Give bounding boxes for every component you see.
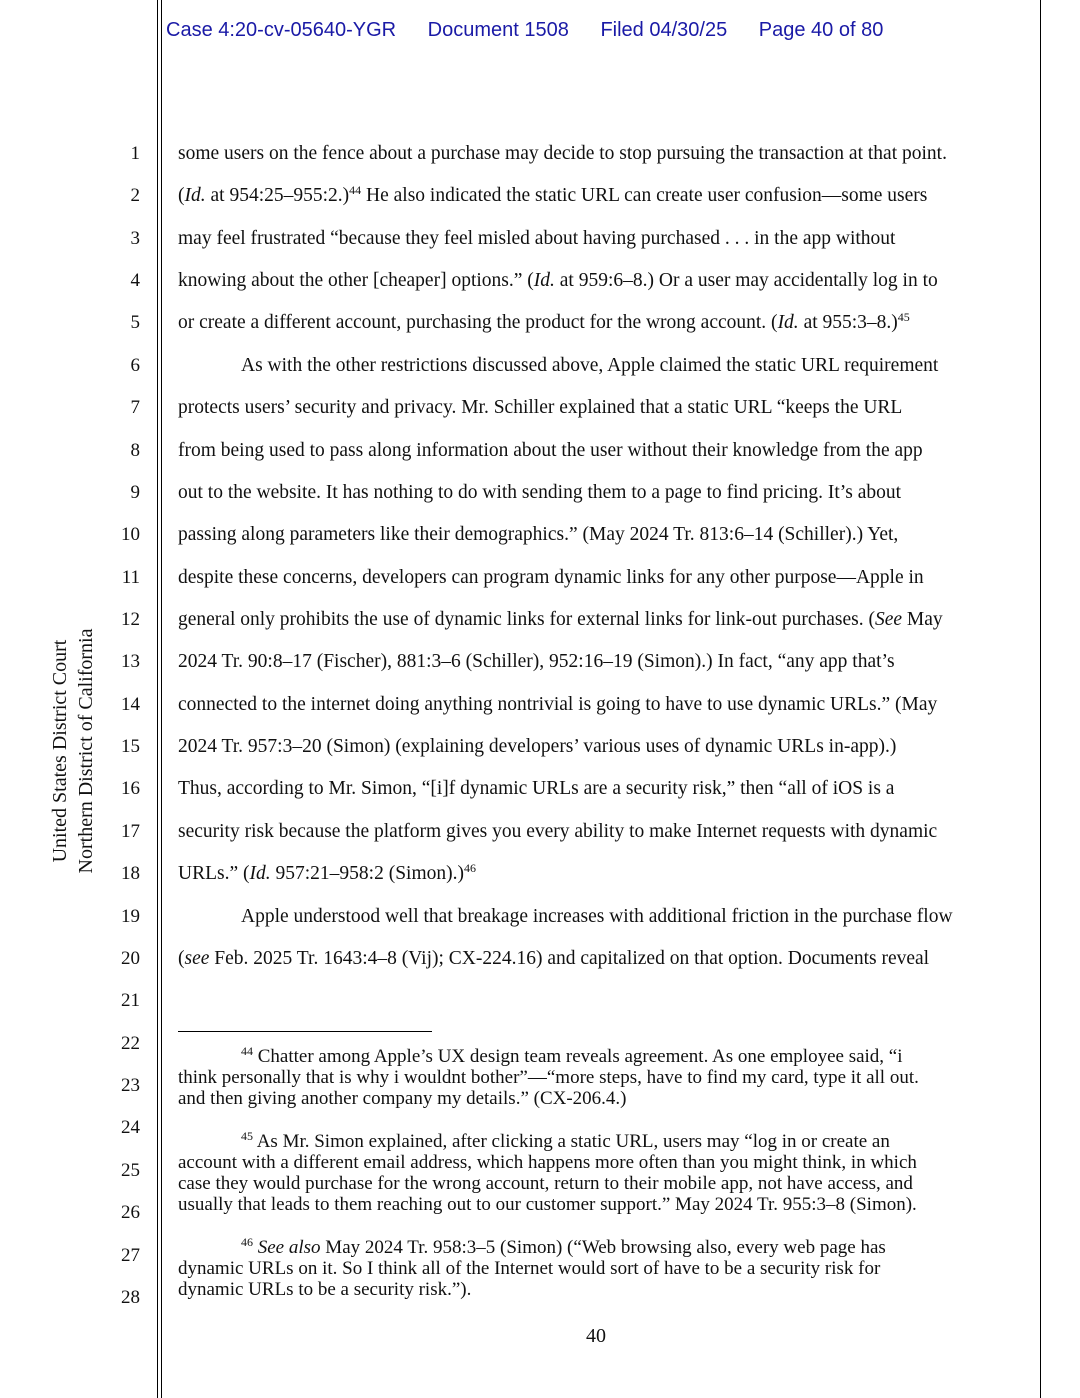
body-line-3: may feel frustrated “because they feel misled about having purchased . . . in the app without bbox=[178, 228, 896, 249]
line-number: 19 bbox=[121, 906, 140, 927]
footnote-44: $^{44}$ Chatter among Apple’s UX design team reveals agreement. As one employee said, “i think personally that is why i wouldnt bother”—“more steps, have to find my card, type it all out. and then giving another company my details.” (CX-206.4.) bbox=[178, 1044, 919, 1109]
line-number: 2 bbox=[130, 185, 140, 206]
line-number: 9 bbox=[130, 482, 140, 503]
left-margin-rule-1 bbox=[157, 0, 158, 1398]
body-line-17: security risk because the platform gives you every ability to make Internet requests with dynamic bbox=[178, 821, 938, 842]
footnote-ref-45[interactable]: 45 bbox=[897, 310, 910, 324]
footnote-ref-46[interactable]: 46 bbox=[464, 861, 476, 875]
right-margin-rule bbox=[1040, 0, 1041, 1398]
line-number: 12 bbox=[121, 609, 140, 630]
line-number: 27 bbox=[121, 1245, 140, 1266]
district-name: Northern District of California bbox=[75, 628, 97, 874]
line-number: 16 bbox=[121, 778, 140, 799]
line-number: 28 bbox=[121, 1287, 140, 1308]
line-number: 26 bbox=[121, 1202, 140, 1223]
line-number: 11 bbox=[121, 567, 140, 588]
line-number: 23 bbox=[121, 1075, 140, 1096]
body-line-6: As with the other restrictions discussed above, Apple claimed the static URL requirement bbox=[241, 355, 939, 376]
line-number: 24 bbox=[121, 1117, 140, 1138]
line-number: 1 bbox=[130, 143, 140, 164]
footnote-separator bbox=[178, 1031, 432, 1032]
line-number: 25 bbox=[121, 1160, 140, 1181]
court-name: United States District Court bbox=[49, 639, 71, 863]
line-number: 15 bbox=[121, 736, 140, 757]
page-number: 40 bbox=[586, 1325, 606, 1347]
court-sidebar bbox=[47, 620, 99, 882]
line-number: 14 bbox=[121, 694, 140, 715]
body-line-16: Thus, according to Mr. Simon, “[i]f dynamic URLs are a security risk,” then “all of iOS is a bbox=[178, 778, 895, 799]
body-line-4: knowing about the other [cheaper] options.” (Id. at 959:6–8.) Or a user may accidentally log in to bbox=[178, 270, 938, 291]
line-number: 21 bbox=[121, 990, 140, 1011]
line-number: 13 bbox=[121, 651, 140, 672]
line-number: 7 bbox=[130, 397, 140, 418]
body-line-12: general only prohibits the use of dynamic links for external links for link-out purchases. (See May bbox=[178, 609, 943, 630]
line-number: 3 bbox=[130, 228, 140, 249]
line-number: 5 bbox=[130, 312, 140, 333]
body-line-19: Apple understood well that breakage increases with additional friction in the purchase flow bbox=[241, 906, 953, 927]
line-number: 20 bbox=[121, 948, 140, 969]
body-line-13: 2024 Tr. 90:8–17 (Fischer), 881:3–6 (Schiller), 952:16–19 (Simon).) In fact, “any app that’s bbox=[178, 651, 895, 672]
line-number: 22 bbox=[121, 1033, 140, 1054]
body-line-10: passing along parameters like their demographics.” (May 2024 Tr. 813:6–14 (Schiller).) Yet, bbox=[178, 524, 899, 545]
footnote-45: $^{45}$ As Mr. Simon explained, after clicking a static URL, users may “log in or create an account with a different email address, which happens more often than you might think, in which case they would purchase for the wrong account, return to their mobile app, not have access, and usually that leads to them reaching out to our customer support.” May 2024 Tr. 955:3–8 (Simon). bbox=[178, 1129, 917, 1215]
body-line-8: from being used to pass along information about the user without their knowledge from the app bbox=[178, 440, 923, 461]
body-line-20: (see Feb. 2025 Tr. 1643:4–8 (Vij); CX-224.16) and capitalized on that option. Documents reveal bbox=[178, 948, 930, 969]
document-header bbox=[166, 19, 909, 42]
line-number: 4 bbox=[130, 270, 140, 291]
footnote-46: $^{46}$ See also May 2024 Tr. 958:3–5 (Simon) (“Web browsing also, every web page has dynamic URLs on it. So I think all of the Internet would sort of have to be a security risk for dynamic URLs to be a security risk.”). bbox=[178, 1235, 886, 1300]
body-line-7: protects users’ security and privacy. Mr. Schiller explained that a static URL “keeps the URL bbox=[178, 397, 903, 418]
header-filed-date: Filed 04/30/25 bbox=[600, 19, 728, 41]
body-line-11: despite these concerns, developers can program dynamic links for any other purpose—Apple in bbox=[178, 567, 924, 588]
body-line-2: (Id. at 954:25–955:2.)$^{44}$ He also indicated the static URL can create user confusion—some users bbox=[178, 183, 928, 206]
body-line-14: connected to the internet doing anything nontrivial is going to have to use dynamic URLs.” (May bbox=[178, 694, 938, 715]
line-number: 18 bbox=[121, 863, 140, 884]
body-line-9: out to the website. It has nothing to do with sending them to a page to find pricing. It’s about bbox=[178, 482, 902, 503]
body-line-15: 2024 Tr. 957:3–20 (Simon) (explaining developers’ various uses of dynamic URLs in-app).) bbox=[178, 736, 897, 757]
line-number: 8 bbox=[130, 440, 140, 461]
body-line-18: URLs.” (Id. 957:21–958:2 (Simon).)$^{46}$ bbox=[178, 861, 476, 884]
body-line-5: or create a different account, purchasing the product for the wrong account. (Id. at 955:3–8.)$^{45}$ bbox=[178, 310, 910, 333]
left-margin-rule-2 bbox=[161, 0, 162, 1398]
footnote-ref-44[interactable]: 44 bbox=[349, 183, 362, 197]
line-number: 6 bbox=[130, 355, 140, 376]
line-number: 17 bbox=[121, 821, 140, 842]
body-line-1: some users on the fence about a purchase may decide to stop pursuing the transaction at that point. bbox=[178, 143, 947, 164]
header-document-number: Document 1508 bbox=[427, 19, 569, 41]
header-case-number: Case 4:20-cv-05640-YGR bbox=[166, 19, 397, 41]
header-page-count: Page 40 of 80 bbox=[758, 19, 884, 41]
line-number: 10 bbox=[121, 524, 140, 545]
